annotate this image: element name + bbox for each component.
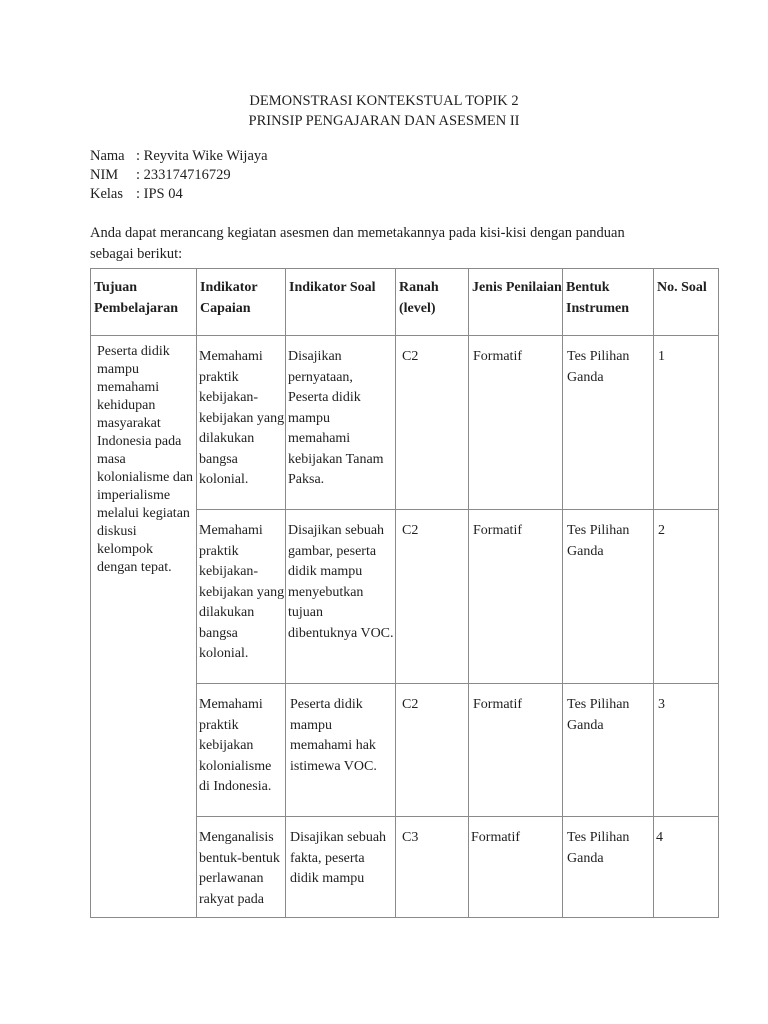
- cell-ranah: C2: [396, 510, 469, 684]
- header-no-soal: No. Soal: [654, 269, 719, 336]
- header-tujuan: Tujuan Pembelajaran: [91, 269, 197, 336]
- cell-bentuk-instrumen: Tes Pilihan Ganda: [563, 684, 654, 817]
- intro-paragraph: Anda dapat merancang kegiatan asesmen dan memetakannya pada kisi-kisi dengan panduan sebagai berikut:: [90, 225, 625, 262]
- cell-no-soal: 2: [654, 510, 719, 684]
- identity-label: NIM: [90, 167, 119, 183]
- identity-label: Nama: [90, 148, 125, 164]
- header-ranah: Ranah (level): [396, 269, 469, 336]
- identity-value: : Reyvita Wike Wijaya: [136, 148, 268, 164]
- cell-tujuan-pembelajaran: Peserta didik mampu memahami kehidupan masyarakat Indonesia pada masa kolonialisme dan imperialisme melalui kegiatan diskusi kelompok dengan tepat.: [91, 336, 197, 918]
- header-bentuk-instrumen: Bentuk Instrumen: [563, 269, 654, 336]
- identity-row-kelas: [90, 185, 183, 204]
- cell-bentuk-instrumen: Tes Pilihan Ganda: [563, 817, 654, 918]
- header-indikator-capaian: Indikator Capaian: [197, 269, 286, 336]
- document-title-line-1: DEMONSTRASI KONTEKSTUAL TOPIK 2: [249, 93, 519, 109]
- cell-bentuk-instrumen: Tes Pilihan Ganda: [563, 336, 654, 510]
- cell-ranah: C2: [396, 684, 469, 817]
- cell-ranah: C2: [396, 336, 469, 510]
- cell-indikator-capaian: Memahami praktik kebijakan-kebijakan yang dilakukan bangsa kolonial.: [197, 336, 286, 510]
- identity-value: : IPS 04: [136, 186, 183, 202]
- cell-indikator-capaian: Memahami praktik kebijakan-kebijakan yang dilakukan bangsa kolonial.: [197, 510, 286, 684]
- cell-indikator-capaian: Memahami praktik kebijakan kolonialisme di Indonesia.: [197, 684, 286, 817]
- header-jenis-penilaian: Jenis Penilaian: [469, 269, 563, 336]
- cell-no-soal: 3: [654, 684, 719, 817]
- cell-no-soal: 4: [654, 817, 719, 918]
- table-row: [91, 336, 719, 510]
- cell-jenis-penilaian: Formatif: [469, 817, 563, 918]
- identity-row-nama: [90, 147, 268, 166]
- cell-indikator-soal: Peserta didik mampu memahami hak istimewa VOC.: [286, 684, 396, 817]
- cell-no-soal: 1: [654, 336, 719, 510]
- kisi-kisi-table: [90, 268, 719, 918]
- cell-bentuk-instrumen: Tes Pilihan Ganda: [563, 510, 654, 684]
- cell-ranah: C3: [396, 817, 469, 918]
- header-indikator-soal: Indikator Soal: [286, 269, 396, 336]
- document-title-line-2: PRINSIP PENGAJARAN DAN ASESMEN II: [248, 113, 520, 129]
- cell-indikator-soal: Disajikan sebuah gambar, peserta didik mampu menyebutkan tujuan dibentuknya VOC.: [286, 510, 396, 684]
- identity-label: Kelas: [90, 186, 124, 202]
- identity-value: : 233174716729: [136, 167, 231, 183]
- cell-jenis-penilaian: Formatif: [469, 336, 563, 510]
- cell-indikator-capaian: Menganalisis bentuk-bentuk perlawanan rakyat pada: [197, 817, 286, 918]
- table-header-row: [91, 269, 719, 336]
- cell-jenis-penilaian: Formatif: [469, 684, 563, 817]
- identity-row-nim: [90, 166, 231, 185]
- cell-jenis-penilaian: Formatif: [469, 510, 563, 684]
- cell-indikator-soal: Disajikan sebuah fakta, peserta didik mampu: [286, 817, 396, 918]
- cell-indikator-soal: Disajikan pernyataan, Peserta didik mampu memahami kebijakan Tanam Paksa.: [286, 336, 396, 510]
